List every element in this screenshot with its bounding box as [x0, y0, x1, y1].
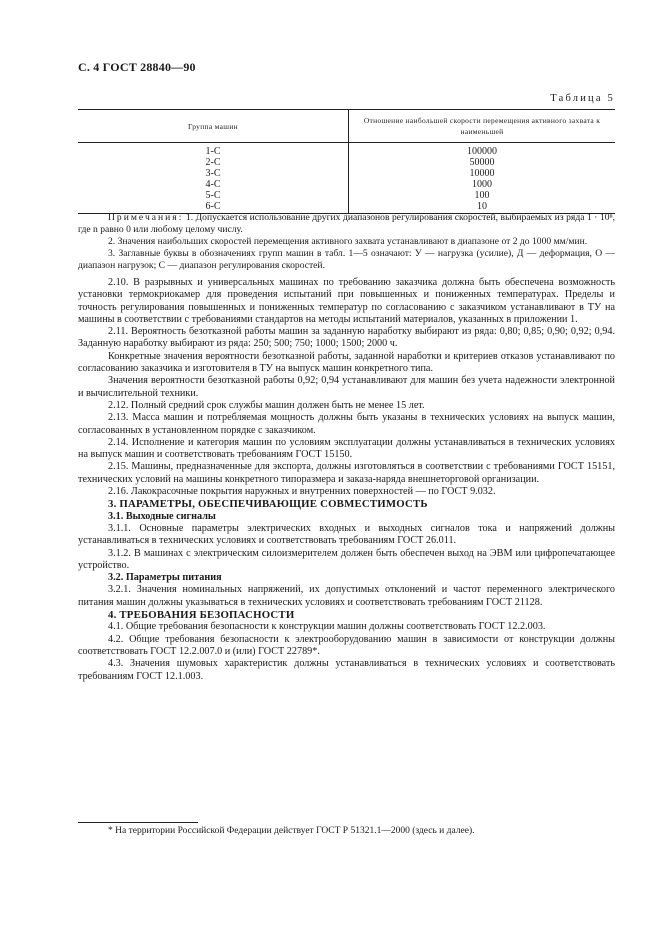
paragraph-4-3: 4.3. Значения шумовых характеристик должны устанавливаться в технических условиях и соответствовать требованиям ГОСТ 12.1.003. [78, 658, 615, 682]
paragraph-2-14: 2.14. Исполнение и категория машин по условиям эксплуатации должны устанавливаться в технических условиях на выпуск машин и соответствовать требованиям ГОСТ 15150. [78, 436, 615, 461]
note-3: 3. Заглавные буквы в обозначениях групп машин в табл. 1—5 означают: У — нагрузка (усилие), Д — деформация, О — диапазон нагрузок; С — диапазон регулирования скоростей. [78, 248, 615, 271]
subsection-3-2-title: 3.2. Параметры питания [108, 572, 222, 584]
subsection-3-1-title: 3.1. Выходные сигналы [108, 510, 216, 522]
table-header-row [78, 110, 615, 143]
cell-ratio: 100 [349, 190, 616, 201]
paragraph-2-15: 2.15. Машины, предназначенные для экспорта, должны изготовляться в соответствии с требованиями ГОСТ 15151, технических условий на машины конкретного типоразмера и заказа-наряда внешнеторговой организации. [78, 461, 615, 485]
paragraph-3-1-1: 3.1.1. Основные параметры электрических входных и выходных сигналов тока и напряжений должны устанавливаться в технических условиях и соответствовать требованиям ГОСТ 26.011. [78, 522, 615, 547]
paragraph-4-1: 4.1. Общие требования безопасности к конструкции машин должны соответствовать ГОСТ 12.2.003. [108, 621, 546, 633]
cell-group: 1-С [205, 146, 221, 157]
cell-ratio: 1000 [349, 179, 616, 190]
column-header-group: Группа машин [188, 121, 238, 131]
cell-ratio: 50000 [349, 157, 616, 168]
column-header-ratio: Отношение наибольшей скорости перемещения активного захвата к наименьшей [349, 110, 616, 143]
table-row [78, 143, 615, 158]
paragraph-2-11-b: Конкретные значения вероятности безотказной работы, заданной наработки и критериев отказов устанавливают по согласованию заказчика и изготовителя в ТУ на выпуск машин конкретного типа. [78, 350, 615, 375]
cell-group: 6-С [205, 201, 221, 212]
page-header: С. 4 ГОСТ 28840—90 [78, 60, 196, 74]
paragraph-2-12: 2.12. Полный средний срок службы машин должен быть не менее 15 лет. [108, 399, 425, 411]
footnote-divider [78, 822, 198, 823]
table-title: Таблица 5 [550, 93, 615, 104]
cell-group: 2-С [205, 157, 221, 168]
paragraph-2-11: 2.11. Вероятность безотказной работы машин за заданную наработку выбирают из ряда: 0,80; 0,85; 0,90; 0,92; 0,94. Заданную наработку выбирают из ряда: 250; 500; 750; 1000; 1500; 2000 ч. [78, 326, 615, 350]
footnote: * На территории Российской Федерации действует ГОСТ Р 51321.1—2000 (здесь и далее). [108, 826, 475, 836]
paragraph-2-13: 2.13. Масса машин и потребляемая мощность должны быть указаны в технических условиях на выпуск машин, согласованных в установленном порядке с заказчиком. [78, 412, 615, 436]
cell-group: 4-С [205, 179, 221, 190]
paragraph-3-2-1: 3.2.1. Значения номинальных напряжений, их допустимых отклонений и частот переменного электрического питания машин должны указываться в технических условиях и соответствовать требованиям ГОСТ 21128. [78, 584, 615, 608]
notes-label: Примечания: [108, 212, 184, 223]
table-row [78, 157, 615, 168]
cell-group: 5-С [205, 190, 221, 201]
cell-ratio: 100000 [349, 143, 616, 158]
note-2: 2. Значения наибольших скоростей перемещения активного захвата устанавливают в диапазоне от 2 до 1000 мм/мин. [108, 236, 588, 247]
note-1-text: 1. Допускается использование других диапазонов регулирования скоростей, выбираемых из ряда 1 · 10ⁿ, где n равно 0 или любому целому числу. [78, 212, 615, 235]
table-row [78, 179, 615, 190]
document-body [78, 212, 615, 683]
note-1 [78, 212, 615, 236]
paragraph-4-2: 4.2. Общие требования безопасности к электрооборудованию машин в зависимости от конструкции должны соответствовать ГОСТ 12.2.007.0 и (или) ГОСТ 22789*. [78, 633, 615, 657]
table-5 [78, 109, 615, 214]
paragraph-2-10: 2.10. В разрывных и универсальных машинах по требованию заказчика должна быть обеспечена возможность установки термокриокамер для проведения испытаний при повышенных и пониженных температурах. Пределы и точность регулирования повышенных и пониженных температур по согласованию с заказчиком устанавливают в ТУ на машины в соответствии с требованиями стандартов на методы испытаний материалов, указанных в приложении 1. [78, 277, 615, 325]
section-3-title: 3. ПАРАМЕТРЫ, ОБЕСПЕЧИВАЮЩИЕ СОВМЕСТИМОСТЬ [108, 498, 428, 511]
section-4-title: 4. ТРЕБОВАНИЯ БЕЗОПАСНОСТИ [108, 609, 295, 622]
table-row [78, 168, 615, 179]
table-row [78, 190, 615, 201]
cell-group: 3-С [205, 168, 221, 179]
cell-ratio: 10000 [349, 168, 616, 179]
paragraph-2-16: 2.16. Лакокрасочные покрытия наружных и внутренних поверхностей — по ГОСТ 9.032. [108, 486, 496, 498]
cell-ratio: 10 [349, 201, 616, 214]
paragraph-2-11-c: Значения вероятности безотказной работы 0,92; 0,94 устанавливают для машин без учета надежности электронной и вычислительной техники. [78, 375, 615, 399]
paragraph-3-1-2: 3.1.2. В машинах с электрическим силоизмерителем должен быть обеспечен выход на ЭВМ или цифропечатающее устройство. [78, 547, 615, 571]
